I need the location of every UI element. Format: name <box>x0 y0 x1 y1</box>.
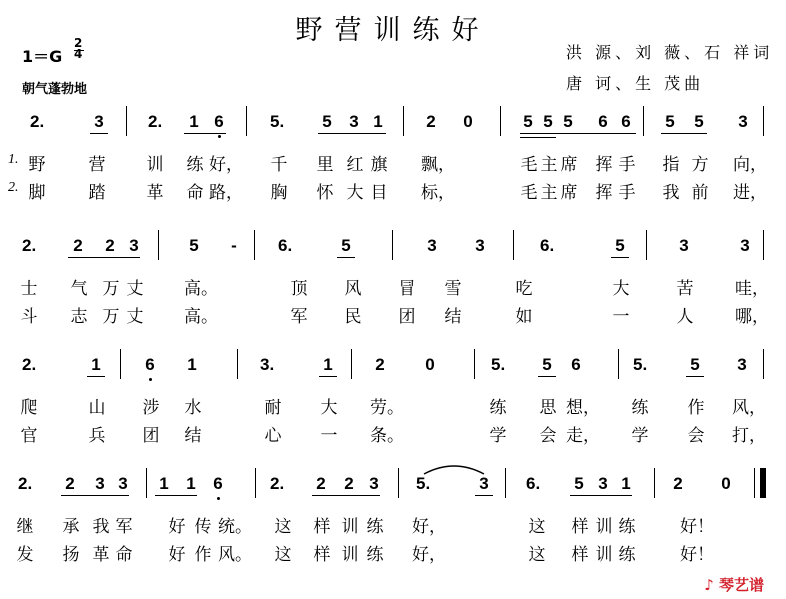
lyric-syllable: 练 <box>631 398 649 418</box>
lyric-syllable: 飘， <box>421 155 455 175</box>
lyric-syllable: 挥 <box>595 183 613 203</box>
lyric-syllable: 样 <box>571 517 589 537</box>
lyric-syllable: 高。 <box>184 307 218 327</box>
jianpu-note: 3 <box>427 236 437 255</box>
jianpu-note: 2. <box>22 236 37 255</box>
lyric-syllable: 作 <box>194 545 212 565</box>
jianpu-note: 6. <box>540 236 555 255</box>
lyric-syllable: 怀 <box>316 183 334 203</box>
lyric-syllable: 耐 <box>264 398 282 418</box>
beam-underline <box>661 133 707 134</box>
lyric-syllable: 万 <box>102 307 120 327</box>
jianpu-note: 2 <box>73 236 83 255</box>
lyric-syllable: 方 <box>691 155 709 175</box>
jianpu-note: 2 <box>344 474 354 493</box>
lyric-syllable: 训 <box>595 517 613 537</box>
jianpu-note: 6 <box>598 112 608 131</box>
lyric-syllable: 主 <box>540 155 558 175</box>
lyric-syllable: 结 <box>184 426 202 446</box>
bar-line <box>474 349 475 379</box>
lyric-syllable: 哪， <box>735 307 769 327</box>
lyric-syllable: 学 <box>631 426 649 446</box>
lyric-syllable: 团 <box>398 307 416 327</box>
lyric-syllable: 主 <box>540 183 558 203</box>
lyric-syllable: 训 <box>341 545 359 565</box>
lyric-syllable: 样 <box>313 545 331 565</box>
beam-underline <box>686 376 704 377</box>
jianpu-note: 1 <box>187 355 197 374</box>
lyric-syllable: 练 <box>618 517 636 537</box>
lyric-syllable: 练 <box>489 398 507 418</box>
lyric-syllable: 我 <box>662 183 680 203</box>
lyric-syllable: 红 <box>346 155 364 175</box>
lyric-syllable: 这 <box>274 517 292 537</box>
lyric-syllable: 丈 <box>126 279 144 299</box>
jianpu-note: 0 <box>463 112 473 131</box>
lyric-syllable: 训 <box>146 155 164 175</box>
lyric-syllable: 命 <box>115 545 133 565</box>
jianpu-note: 5 <box>615 236 625 255</box>
jianpu-note: 3 <box>598 474 608 493</box>
jianpu-note: 6 <box>571 355 581 374</box>
time-signature-top: 2 <box>74 36 83 50</box>
lyric-syllable: 席 <box>560 155 578 175</box>
jianpu-note: 2 <box>65 474 75 493</box>
lyric-syllable: 练 <box>186 155 204 175</box>
jianpu-note: 2. <box>270 474 285 493</box>
beam-underline <box>611 257 629 258</box>
lyric-syllable: 野 <box>28 155 46 175</box>
lyric-syllable: 雪 <box>444 279 462 299</box>
lyric-syllable: 这 <box>528 517 546 537</box>
jianpu-note: 1 <box>159 474 169 493</box>
lyric-syllable: 标， <box>421 183 455 203</box>
lyric-syllable: 风 <box>344 279 362 299</box>
lyric-syllable: 练 <box>618 545 636 565</box>
lyric-syllable: 水 <box>184 398 202 418</box>
jianpu-note: 2 <box>426 112 436 131</box>
lyric-syllable: 这 <box>274 545 292 565</box>
time-signature-bottom: 4 <box>74 47 83 61</box>
lyric-syllable: 继 <box>16 517 34 537</box>
bar-line <box>513 230 514 260</box>
beam-underline <box>312 495 380 496</box>
lyric-syllable: 斗 <box>20 307 38 327</box>
bar-line <box>763 230 764 260</box>
lyric-syllable: 训 <box>595 545 613 565</box>
lyric-syllable: 士 <box>20 279 38 299</box>
jianpu-note: 2 <box>375 355 385 374</box>
jianpu-note: 5 <box>563 112 573 131</box>
bar-line <box>237 349 238 379</box>
jianpu-note: 5. <box>491 355 506 374</box>
verse-number: 2. <box>8 180 19 195</box>
bar-line <box>643 106 644 136</box>
lyric-syllable: 样 <box>571 545 589 565</box>
bar-line <box>126 106 127 136</box>
lyric-syllable: 会 <box>687 426 705 446</box>
jianpu-note: 3 <box>118 474 128 493</box>
lyric-syllable: 旗 <box>370 155 388 175</box>
lyric-syllable: 好！ <box>680 545 714 565</box>
bar-line <box>254 230 255 260</box>
lyric-syllable: 承 <box>62 517 80 537</box>
jianpu-note: 5 <box>542 355 552 374</box>
bar-line <box>763 106 764 136</box>
bar-line <box>158 230 159 260</box>
lyric-syllable: 军 <box>290 307 308 327</box>
lyric-syllable: 志 <box>70 307 88 327</box>
lyric-syllable: 革 <box>146 183 164 203</box>
lyric-syllable: 胸 <box>270 183 288 203</box>
lyric-syllable: 大 <box>320 398 338 418</box>
lyric-syllable: 官 <box>20 426 38 446</box>
jianpu-note: 2 <box>316 474 326 493</box>
jianpu-note: 5 <box>694 112 704 131</box>
lyric-syllable: 脚 <box>28 183 46 203</box>
lyric-syllable: 如 <box>515 307 533 327</box>
lyric-syllable: 劳。 <box>370 398 404 418</box>
jianpu-note: 3 <box>369 474 379 493</box>
jianpu-note: 1 <box>323 355 333 374</box>
jianpu-note: 3 <box>95 474 105 493</box>
composer-credit: 唐 诃、生 茂曲 <box>566 74 705 93</box>
beam-underline <box>475 495 493 496</box>
lyric-syllable: 风， <box>732 398 766 418</box>
jianpu-note: 0 <box>721 474 731 493</box>
lyric-syllable: 目 <box>370 183 388 203</box>
jianpu-note: 2. <box>22 355 37 374</box>
lyric-syllable: 向， <box>733 155 767 175</box>
lyric-syllable: 涉 <box>142 398 160 418</box>
lyric-syllable: 丈 <box>126 307 144 327</box>
jianpu-note: 1 <box>373 112 383 131</box>
jianpu-note: 3 <box>738 112 748 131</box>
lyric-syllable: 练 <box>366 517 384 537</box>
jianpu-note: 6 <box>214 112 224 131</box>
bar-line <box>351 349 352 379</box>
jianpu-note: 2. <box>30 112 45 131</box>
bar-line <box>500 106 501 136</box>
jianpu-note: 5 <box>341 236 351 255</box>
jianpu-note: 5 <box>322 112 332 131</box>
time-signature <box>74 38 82 60</box>
jianpu-note: 1 <box>186 474 196 493</box>
beam-underline <box>538 376 556 377</box>
lyric-syllable: 作 <box>687 398 705 418</box>
jianpu-note: 3 <box>94 112 104 131</box>
beam-underline <box>337 257 355 258</box>
beam-underline <box>520 137 556 138</box>
lyric-syllable: 条。 <box>370 426 404 446</box>
logo-text: 琴艺谱 <box>718 576 764 594</box>
slur <box>0 458 786 488</box>
song-title: 野营训练好 <box>295 15 491 46</box>
lyric-syllable: 万 <box>102 279 120 299</box>
lyric-syllable: 训 <box>341 517 359 537</box>
lyric-syllable: 走， <box>566 426 600 446</box>
beam-underline <box>61 495 129 496</box>
jianpu-note: 5 <box>665 112 675 131</box>
lyric-syllable: 手 <box>618 183 636 203</box>
jianpu-note: 1 <box>621 474 631 493</box>
lyric-syllable: 会 <box>539 426 557 446</box>
lyric-syllable: 高。 <box>184 279 218 299</box>
lyric-syllable: 哇， <box>735 279 769 299</box>
lyric-syllable: 团 <box>142 426 160 446</box>
lyric-syllable: 营 <box>88 155 106 175</box>
jianpu-note: 5. <box>633 355 648 374</box>
beam-underline <box>319 376 337 377</box>
lyric-syllable: 统。 <box>218 517 252 537</box>
lyric-syllable: 人 <box>676 307 694 327</box>
verse-number: 1. <box>8 152 19 167</box>
lyric-syllable: 爬 <box>20 398 38 418</box>
beam-underline <box>570 495 632 496</box>
bar-line <box>646 230 647 260</box>
lyric-syllable: 学 <box>489 426 507 446</box>
lyric-syllable: 踏 <box>88 183 106 203</box>
jianpu-note: 3 <box>679 236 689 255</box>
lyric-syllable: 好， <box>412 517 446 537</box>
lyric-syllable: 发 <box>16 545 34 565</box>
lyric-syllable: 打， <box>732 426 766 446</box>
jianpu-note: 6 <box>213 474 223 493</box>
jianpu-note: 3 <box>737 355 747 374</box>
jianpu-note: 5 <box>523 112 533 131</box>
jianpu-note: 2 <box>105 236 115 255</box>
jianpu-note: 5. <box>416 474 431 493</box>
jianpu-note: 5 <box>543 112 553 131</box>
lyricist-credit: 洪 源、刘 薇、石 祥词 <box>566 43 774 62</box>
lyric-syllable: 好！ <box>680 517 714 537</box>
jianpu-note: 2 <box>673 474 683 493</box>
lyric-syllable: 军 <box>115 517 133 537</box>
lyric-syllable: 毛 <box>520 183 538 203</box>
bar-line <box>120 349 121 379</box>
jianpu-note: 6. <box>526 474 541 493</box>
beam-underline <box>318 133 386 134</box>
jianpu-note: 1 <box>91 355 101 374</box>
lyric-syllable: 千 <box>270 155 288 175</box>
jianpu-note: 0 <box>425 355 435 374</box>
jianpu-note: 6 <box>621 112 631 131</box>
lyric-syllable: 冒 <box>398 279 416 299</box>
lyric-syllable: 扬 <box>62 545 80 565</box>
beam-underline <box>155 495 197 496</box>
beam-underline <box>68 257 140 258</box>
lyric-syllable: 传 <box>194 517 212 537</box>
jianpu-note: 5 <box>690 355 700 374</box>
lyric-syllable: 指 <box>662 155 680 175</box>
jianpu-note: 2. <box>18 474 33 493</box>
lyric-syllable: 苦 <box>676 279 694 299</box>
lyric-syllable: 进， <box>733 183 767 203</box>
jianpu-note: 1 <box>189 112 199 131</box>
jianpu-note: 5. <box>270 112 285 131</box>
lyric-syllable: 我 <box>92 517 110 537</box>
lyric-syllable: 想， <box>566 398 600 418</box>
lyric-syllable: 顶 <box>290 279 308 299</box>
jianpu-note: - <box>231 236 237 255</box>
tempo-marking: 朝气蓬勃地 <box>22 82 88 97</box>
lyric-syllable: 好 <box>168 517 186 537</box>
lyric-syllable: 气 <box>70 279 88 299</box>
jianpu-note: 3 <box>129 236 139 255</box>
lyric-syllable: 吃 <box>515 279 533 299</box>
lyric-syllable: 兵 <box>88 426 106 446</box>
lyric-syllable: 山 <box>88 398 106 418</box>
lyric-syllable: 好， <box>412 545 446 565</box>
lyric-syllable: 命 <box>186 183 204 203</box>
jianpu-note: 6 <box>145 355 155 374</box>
lyric-syllable: 前 <box>691 183 709 203</box>
lyric-syllable: 民 <box>344 307 362 327</box>
lyric-syllable: 路， <box>209 183 243 203</box>
lyric-syllable: 大 <box>346 183 364 203</box>
beam-underline <box>87 376 105 377</box>
logo-icon: ♪ <box>704 576 719 594</box>
lyric-syllable: 一 <box>320 426 338 446</box>
jianpu-note: 3 <box>349 112 359 131</box>
bar-line <box>403 106 404 136</box>
watermark-logo <box>704 574 764 595</box>
bar-line <box>392 230 393 260</box>
jianpu-note: 3 <box>740 236 750 255</box>
lyric-syllable: 风。 <box>218 545 252 565</box>
lyric-syllable: 心 <box>264 426 282 446</box>
jianpu-note: 5 <box>574 474 584 493</box>
jianpu-note: 2. <box>148 112 163 131</box>
lyric-syllable: 这 <box>528 545 546 565</box>
lyric-syllable: 好， <box>209 155 243 175</box>
lyric-syllable: 大 <box>612 279 630 299</box>
bar-line <box>763 349 764 379</box>
jianpu-note: 5 <box>189 236 199 255</box>
lyric-syllable: 挥 <box>595 155 613 175</box>
key-signature: 1＝G <box>22 47 63 66</box>
lyric-syllable: 结 <box>444 307 462 327</box>
lyric-syllable: 好 <box>168 545 186 565</box>
lyric-syllable: 一 <box>612 307 630 327</box>
lyric-syllable: 思 <box>539 398 557 418</box>
bar-line <box>246 106 247 136</box>
lyric-syllable: 毛 <box>520 155 538 175</box>
beam-underline <box>184 133 226 134</box>
lyric-syllable: 练 <box>366 545 384 565</box>
jianpu-note: 3. <box>260 355 275 374</box>
lyric-syllable: 样 <box>313 517 331 537</box>
jianpu-note: 6. <box>278 236 293 255</box>
lyric-syllable: 革 <box>92 545 110 565</box>
jianpu-note: 3 <box>475 236 485 255</box>
lyric-syllable: 席 <box>560 183 578 203</box>
beam-underline <box>90 133 108 134</box>
lyric-syllable: 手 <box>618 155 636 175</box>
lyric-syllable: 里 <box>316 155 334 175</box>
jianpu-note: 3 <box>479 474 489 493</box>
bar-line <box>618 349 619 379</box>
beam-underline <box>520 133 636 134</box>
